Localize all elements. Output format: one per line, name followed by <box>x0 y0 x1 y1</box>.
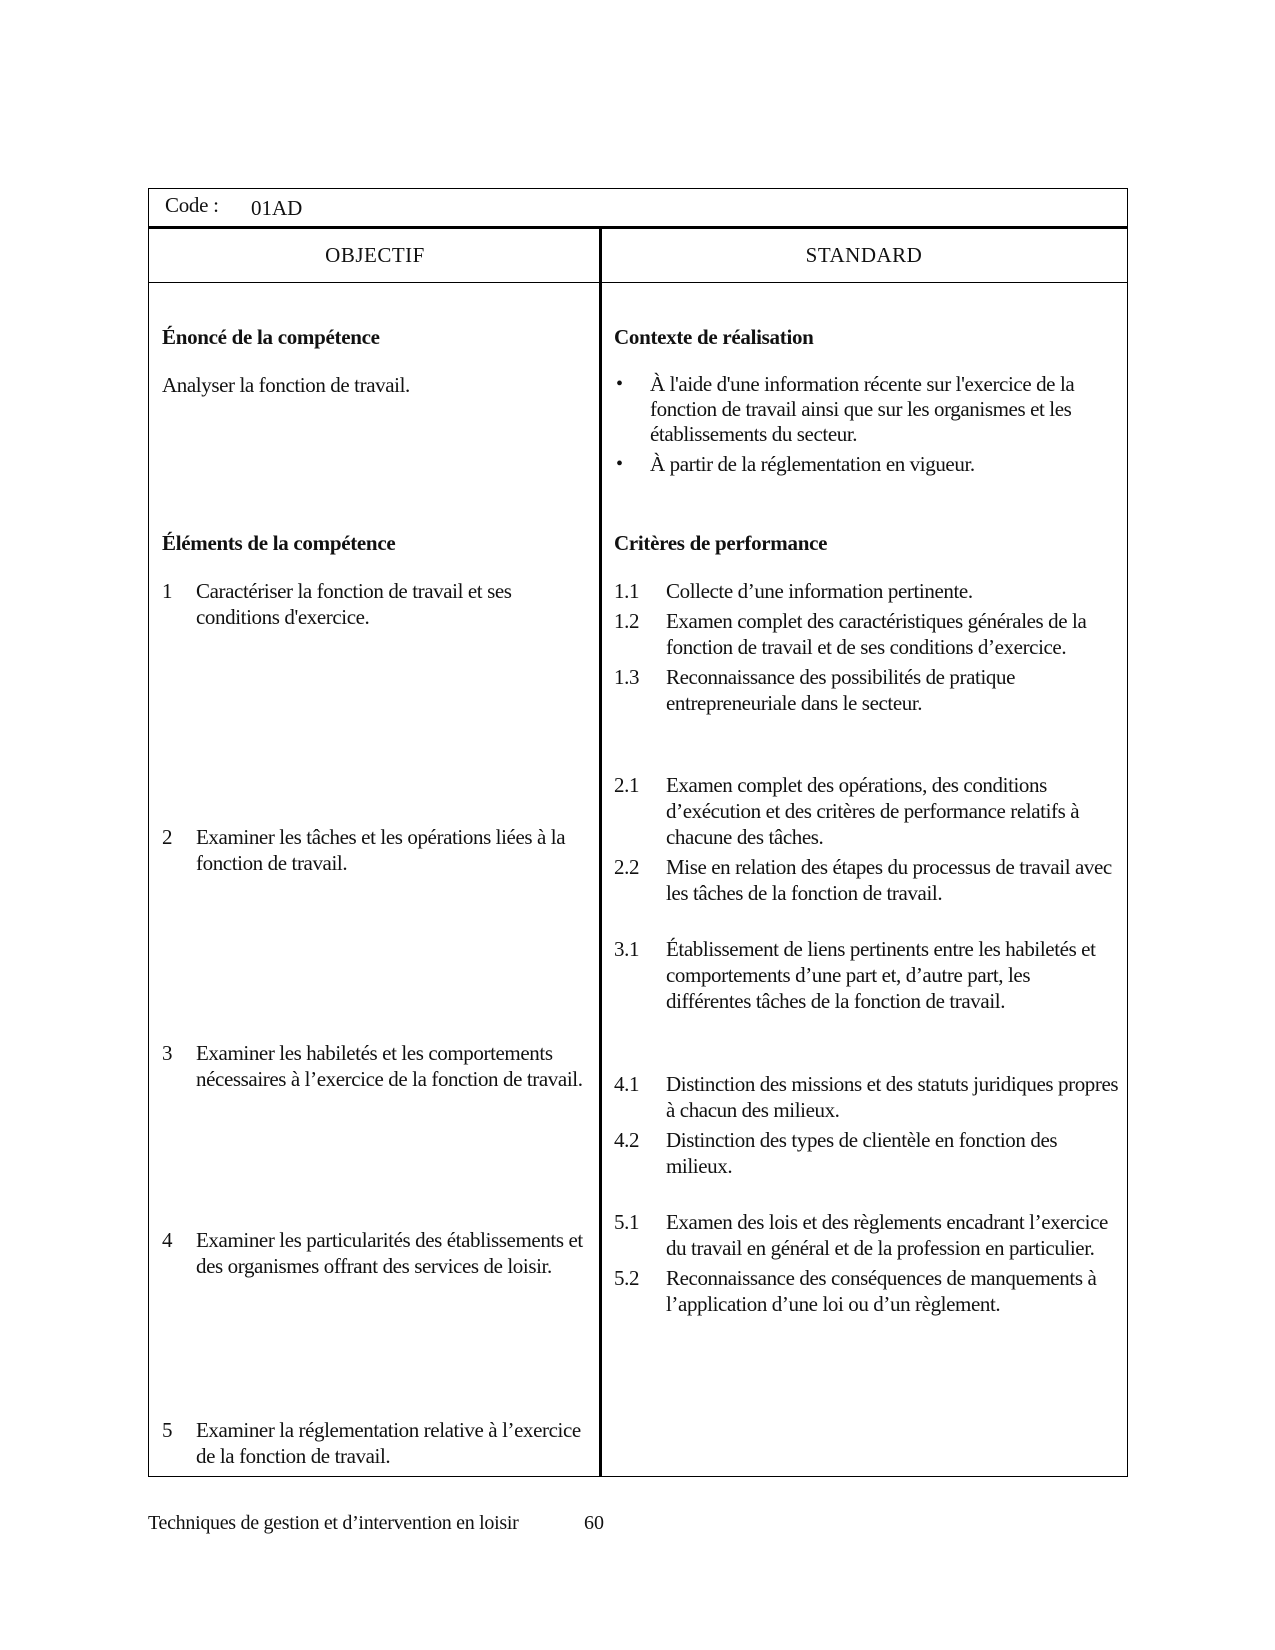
header-row <box>149 229 1127 283</box>
critere-number: 5.2 <box>614 1266 640 1290</box>
header-standard: STANDARD <box>805 243 923 267</box>
element-item <box>162 1040 592 1092</box>
element-text: Caractériser la fonction de travail et ses conditions d'exercice. <box>196 579 512 629</box>
element-number: 3 <box>162 1041 173 1065</box>
critere-number: 1.1 <box>614 579 640 603</box>
critere-item <box>614 608 1119 660</box>
objectif-column <box>162 283 592 1476</box>
critere-number: 5.1 <box>614 1210 640 1234</box>
critere-item <box>614 1265 1119 1317</box>
critere-item <box>614 1071 1119 1123</box>
critere-item <box>614 664 1119 716</box>
element-item <box>162 1227 592 1279</box>
critere-text: Établissement de liens pertinents entre les habiletés et comportements d’une part et, d’autre part, les différentes tâches de la fonction de travail. <box>666 937 1096 1013</box>
critere-number: 1.2 <box>614 609 640 633</box>
contexte-bullet <box>614 372 1119 447</box>
critere-item <box>614 936 1119 1014</box>
bullet-icon: • <box>616 373 623 395</box>
critere-text: Examen complet des caractéristiques générales de la fonction de travail et de ses conditions d’exercice. <box>666 609 1087 659</box>
criteres-group-4 <box>614 1071 1119 1183</box>
element-text: Examiner la réglementation relative à l’exercice de la fonction de travail. <box>196 1418 581 1468</box>
footer-title: Techniques de gestion et d’intervention en loisir <box>148 1512 519 1534</box>
critere-text: Distinction des missions et des statuts juridiques propres à chacun des milieux. <box>666 1072 1119 1122</box>
column-divider <box>599 229 602 1476</box>
contexte-list <box>614 372 1119 482</box>
criteres-group-2 <box>614 772 1119 910</box>
critere-text: Mise en relation des étapes du processus de travail avec les tâches de la fonction de travail. <box>666 855 1112 905</box>
criteres-heading: Critères de performance <box>614 531 828 555</box>
code-label: Code : <box>165 193 219 217</box>
element-text: Examiner les particularités des établissements et des organismes offrant des services de loisir. <box>196 1228 583 1278</box>
critere-text: Collecte d’une information pertinente. <box>666 579 973 603</box>
header-objectif: OBJECTIF <box>325 243 425 267</box>
enonce-text: Analyser la fonction de travail. <box>162 373 410 397</box>
critere-item <box>614 1209 1119 1261</box>
critere-number: 4.1 <box>614 1072 640 1096</box>
critere-number: 2.2 <box>614 855 640 879</box>
page-number: 60 <box>584 1512 604 1534</box>
code-row <box>149 189 1127 229</box>
elements-heading: Éléments de la compétence <box>162 531 396 555</box>
criteres-group-3 <box>614 936 1119 1018</box>
critere-text: Distinction des types de clientèle en fonction des milieux. <box>666 1128 1058 1178</box>
competency-table <box>148 188 1128 1477</box>
element-item <box>162 578 592 630</box>
element-item <box>162 824 592 876</box>
criteres-group-5 <box>614 1209 1119 1321</box>
contexte-bullet-text: À partir de la réglementation en vigueur. <box>650 452 975 476</box>
critere-number: 2.1 <box>614 773 640 797</box>
element-text: Examiner les habiletés et les comportements nécessaires à l’exercice de la fonction de travail. <box>196 1041 583 1091</box>
enonce-heading: Énoncé de la compétence <box>162 325 380 349</box>
critere-item <box>614 578 1119 604</box>
contexte-bullet <box>614 452 1119 477</box>
critere-text: Examen des lois et des règlements encadrant l’exercice du travail en général et de la profession en particulier. <box>666 1210 1108 1260</box>
critere-number: 1.3 <box>614 665 640 689</box>
element-number: 4 <box>162 1228 173 1252</box>
page-footer <box>148 1512 604 1535</box>
bullet-icon: • <box>616 453 623 475</box>
critere-item <box>614 854 1119 906</box>
standard-column <box>614 283 1119 1476</box>
code-value: 01AD <box>251 196 303 220</box>
criteres-group-1 <box>614 578 1119 720</box>
critere-number: 3.1 <box>614 937 640 961</box>
contexte-heading: Contexte de réalisation <box>614 325 814 349</box>
critere-text: Reconnaissance des possibilités de pratique entrepreneuriale dans le secteur. <box>666 665 1016 715</box>
critere-text: Reconnaissance des conséquences de manquements à l’application d’une loi ou d’un règlement. <box>666 1266 1097 1316</box>
critere-text: Examen complet des opérations, des conditions d’exécution et des critères de performance relatifs à chacune des tâches. <box>666 773 1080 849</box>
element-text: Examiner les tâches et les opérations liées à la fonction de travail. <box>196 825 566 875</box>
element-item <box>162 1417 592 1469</box>
element-number: 2 <box>162 825 173 849</box>
contexte-bullet-text: À l'aide d'une information récente sur l'exercice de la fonction de travail ainsi que sur les organismes et les établissements du secteur. <box>650 372 1075 446</box>
critere-item <box>614 772 1119 850</box>
critere-item <box>614 1127 1119 1179</box>
element-number: 5 <box>162 1418 173 1442</box>
element-number: 1 <box>162 579 173 603</box>
critere-number: 4.2 <box>614 1128 640 1152</box>
